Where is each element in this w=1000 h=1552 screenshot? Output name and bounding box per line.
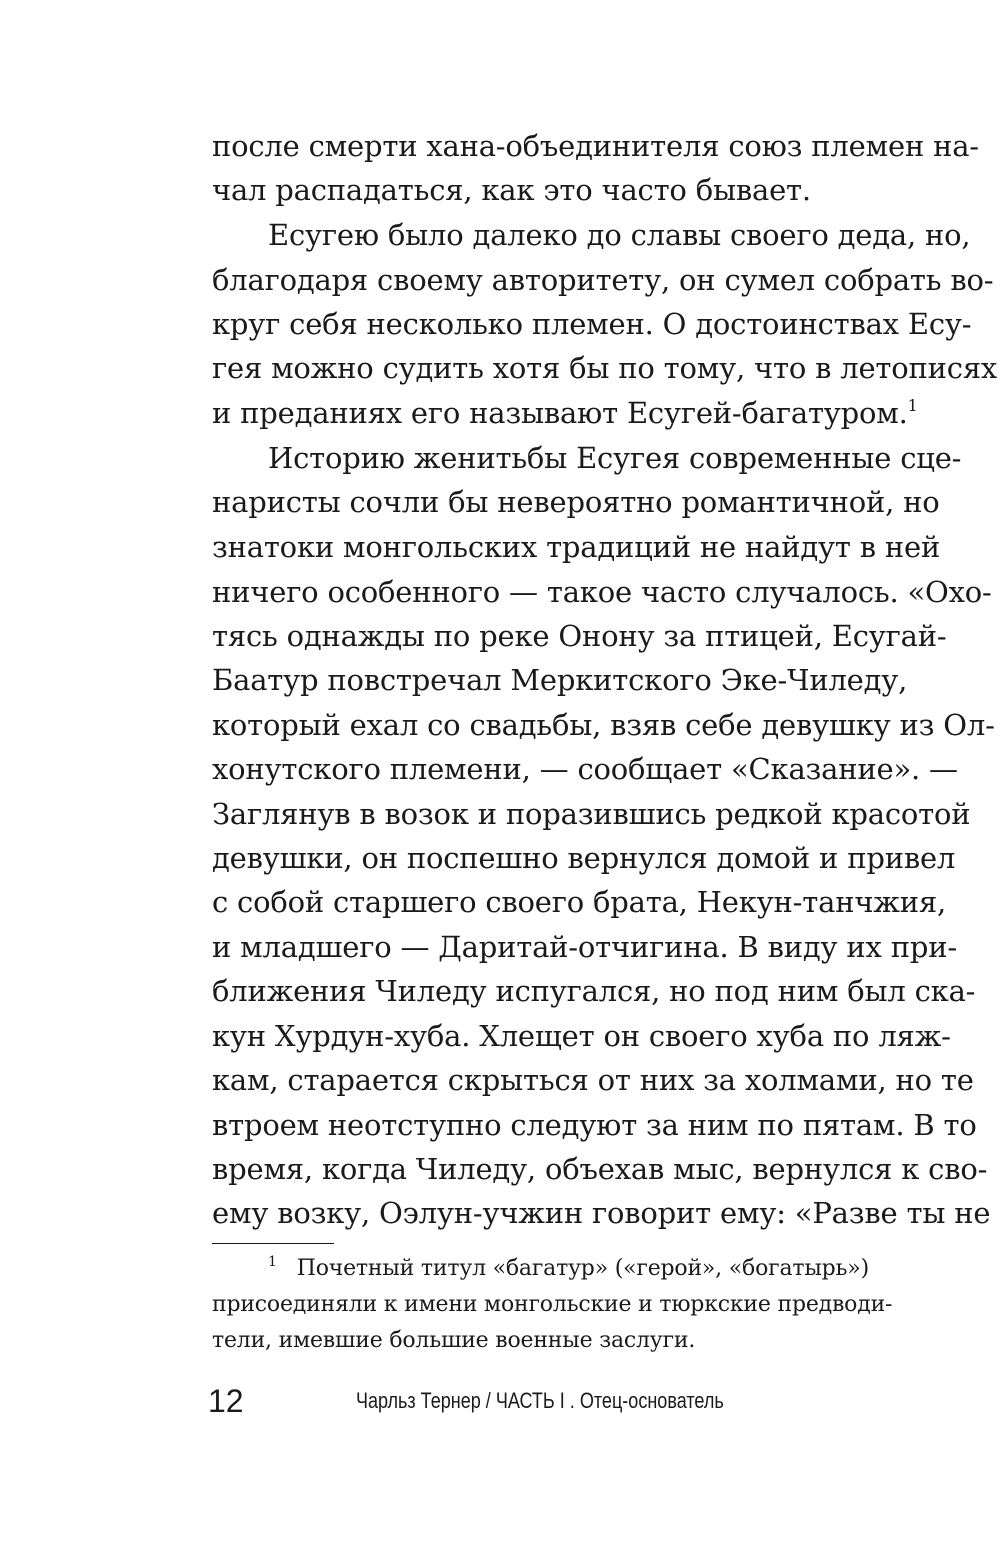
footnote-separator	[212, 1243, 334, 1244]
footnote-mark: 1	[268, 1254, 277, 1270]
footnote-line	[268, 1251, 869, 1287]
body-line: ближения Чиледу испугался, но под ним был ска-	[212, 974, 976, 1008]
body-line: Баатур повстречал Меркитского Эке-Чиледу,	[212, 663, 908, 697]
body-line: хонутского племени, — сообщает «Сказание». —	[212, 752, 958, 786]
body-line: который ехал со свадьбы, взяв себе девушку из Ол-	[212, 708, 995, 742]
page-number: 12	[208, 1383, 244, 1419]
body-line-with-footnote-ref	[212, 391, 918, 435]
body-line: после смерти хана-объединителя союз племен на-	[212, 129, 979, 163]
body-line: ничего особенного — такое часто случалось. «Охо-	[212, 575, 992, 609]
body-line: с собой старшего своего брата, Некун-танчжия,	[212, 885, 947, 919]
body-line: знатоки монгольских традиций не найдут в ней	[212, 530, 941, 564]
body-line: время, когда Чиледу, объехав мыс, вернулся к сво-	[212, 1152, 988, 1186]
body-line: втроем неотступно следуют за ним по пятам. В то	[212, 1108, 977, 1142]
body-line: круг себя несколько племен. О достоинствах Есу-	[212, 307, 972, 341]
body-line: Есугею было далеко до славы своего деда, но,	[268, 218, 971, 252]
body-line: и младшего — Даритай-отчигина. В виду их при-	[212, 930, 957, 964]
body-line-text: и преданиях его называют Есугей-багатуром.	[212, 396, 908, 430]
body-line: чал распадаться, как это часто бывает.	[212, 173, 811, 207]
body-line: тясь однажды по реке Онону за птицей, Есугай-	[212, 619, 947, 653]
body-line: гея можно судить хотя бы по тому, что в летописях	[212, 351, 998, 385]
footnote-line: тели, имевшие большие военные заслуги.	[212, 1328, 696, 1353]
footnote-text: Почетный титул «багатур» («герой», «богатырь»)	[296, 1256, 869, 1281]
body-line: кун Хурдун-хуба. Хлещет он своего хуба по ляж-	[212, 1019, 951, 1053]
body-line: Историю женитьбы Есугея современные сце-	[268, 441, 962, 475]
footnote-line: присоединяли к имени монгольские и тюркские предводи-	[212, 1292, 893, 1317]
body-line: Заглянув в возок и поразившись редкой красотой	[212, 797, 971, 831]
body-line: ему возку, Оэлун-учжин говорит ему: «Разве ты не	[212, 1196, 991, 1230]
body-line: девушки, он поспешно вернулся домой и привел	[212, 841, 956, 875]
body-line: наристы сочли бы невероятно романтичной, но	[212, 485, 940, 519]
body-line: кам, старается скрыться от них за холмами, но те	[212, 1063, 974, 1097]
body-line: благодаря своему авторитету, он сумел собрать во-	[212, 263, 994, 297]
footnote-reference: 1	[907, 396, 918, 415]
running-title: Чарльз Тернер / ЧАСТЬ I . Отец-основатель	[356, 1388, 724, 1413]
